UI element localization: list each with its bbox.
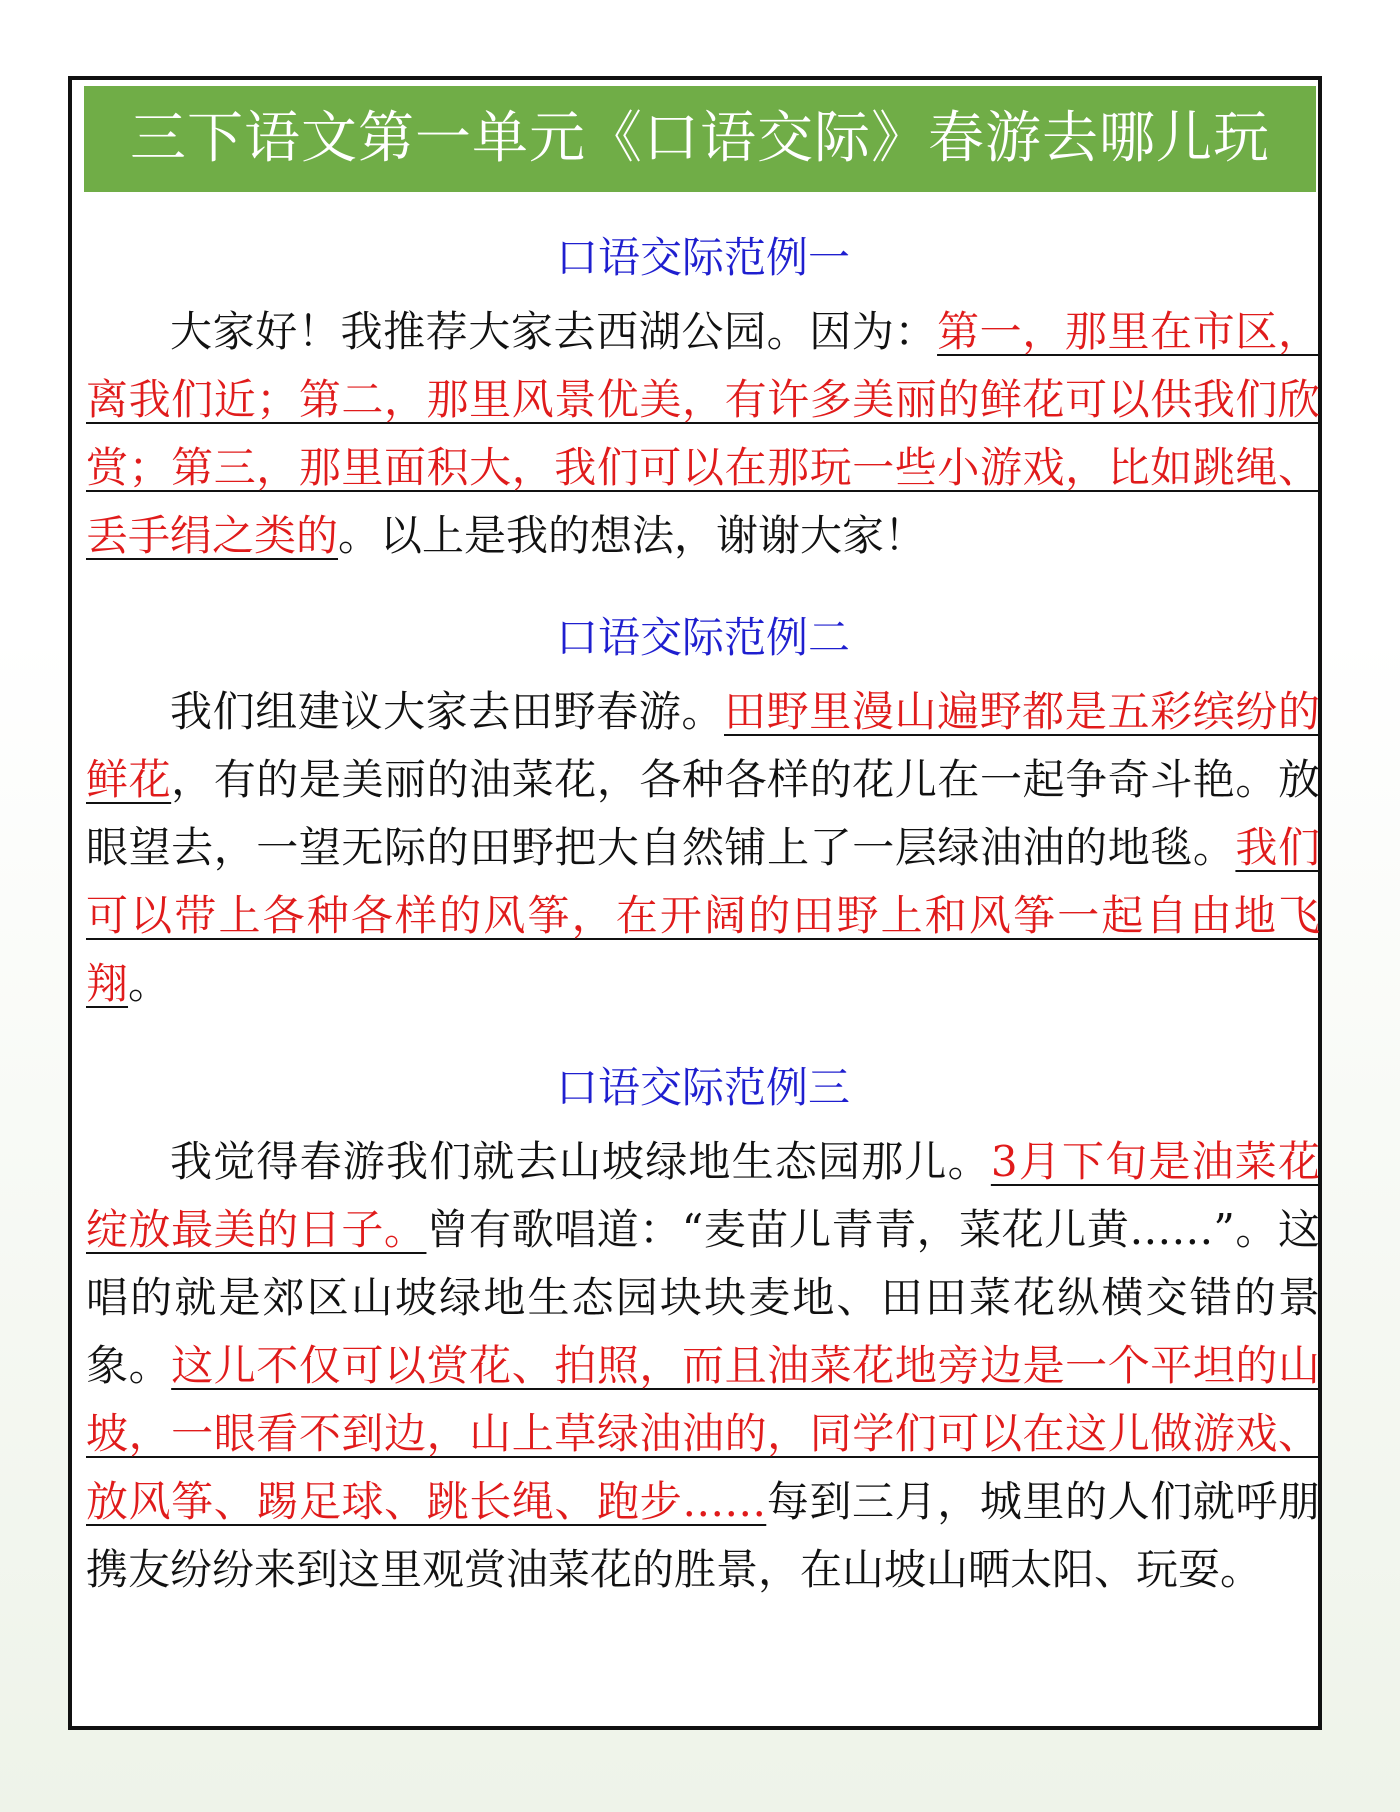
example-1-text: 大家好！我推荐大家去西湖公园。因为： — [170, 307, 938, 356]
example-paragraph-3 — [86, 1128, 1320, 1604]
example-paragraph-2 — [86, 678, 1320, 1018]
example-1-text: 。以上是我的想法，谢谢大家！ — [338, 511, 927, 560]
example-heading-2: 口语交际范例二 — [555, 613, 850, 662]
example-section-1 — [86, 230, 1320, 570]
example-2-highlight: 田野里漫山遍野都是五彩缤纷的鲜花 — [86, 687, 1320, 804]
example-heading-1: 口语交际范例一 — [555, 233, 850, 282]
document-frame — [68, 76, 1322, 1730]
example-3-highlight: 这儿不仅可以赏花、拍照，而且油菜花地旁边是一个平坦的山坡，一眼看不到边，山上草绿油油的，同学们可以在这儿做游戏、放风筝、踢足球、跳长绳、跑步…… — [86, 1341, 1320, 1526]
page-title: 三下语文第一单元《口语交际》春游去哪儿玩 — [84, 86, 1316, 192]
example-heading-3: 口语交际范例三 — [555, 1063, 850, 1112]
example-3-highlight: 3月下旬是油菜花绽放最美的日子。 — [86, 1137, 1320, 1254]
example-2-text: 。 — [128, 959, 171, 1008]
example-3-text: 每到三月，城里的人们就呼朋携友纷纷来到这里观赏油菜花的胜景，在山坡山晒太阳、玩耍。 — [86, 1477, 1320, 1594]
example-3-text: 曾有歌唱道：“麦苗儿青青，菜花儿黄……”。这唱的就是郊区山坡绿地生态园块块麦地、田田菜花纵横交错的景象。 — [86, 1205, 1320, 1390]
example-2-text: 我们组建议大家去田野春游。 — [170, 687, 724, 736]
example-section-3 — [86, 1060, 1320, 1604]
example-1-highlight: 第一，那里在市区，离我们近；第二，那里风景优美，有许多美丽的鲜花可以供我们欣赏；第三，那里面积大，我们可以在那玩一些小游戏，比如跳绳、丢手绢之类的 — [86, 307, 1320, 560]
example-3-text: 我觉得春游我们就去山坡绿地生态园那儿。 — [170, 1137, 991, 1186]
example-2-text: ，有的是美丽的油菜花，各种各样的花儿在一起争奇斗艳。放眼望去，一望无际的田野把大自然铺上了一层绿油油的地毯。 — [86, 755, 1320, 872]
example-paragraph-1 — [86, 298, 1320, 570]
example-section-2 — [86, 610, 1320, 1018]
example-2-highlight: 我们可以带上各种各样的风筝，在开阔的田野上和风筝一起自由地飞翔 — [86, 823, 1320, 1008]
